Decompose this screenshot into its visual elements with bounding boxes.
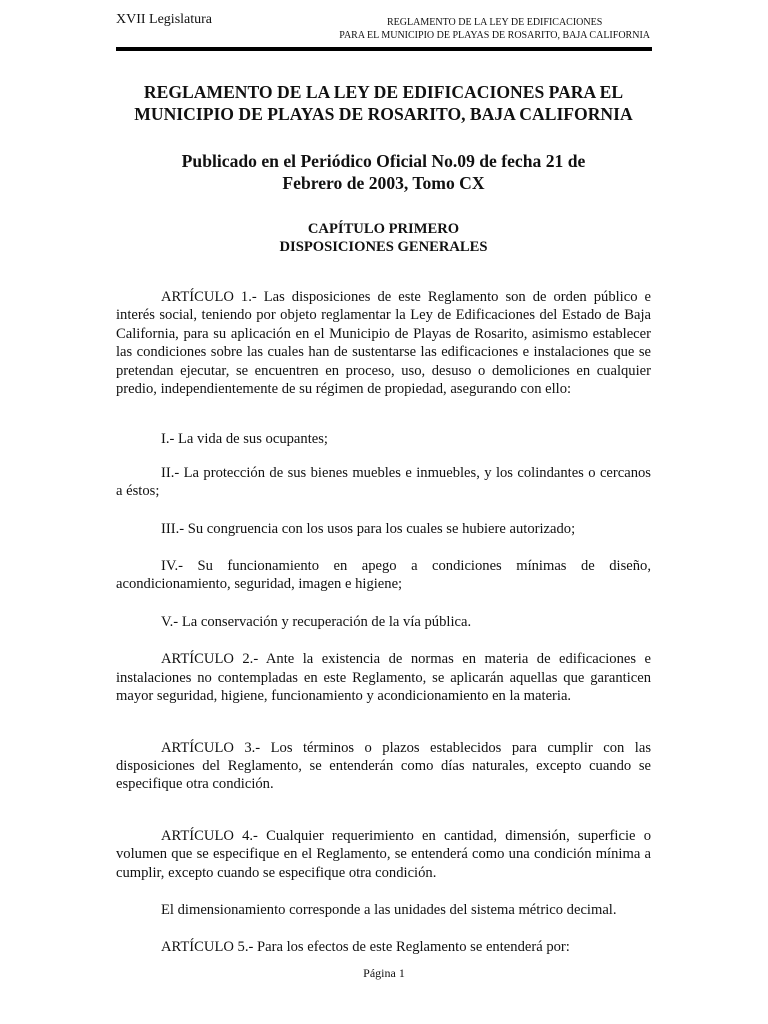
- chapter-number: CAPÍTULO PRIMERO: [307, 221, 460, 237]
- article-4-note: El dimensionamiento corresponde a las unidades del sistema métrico decimal.: [161, 901, 617, 918]
- chapter-title: DISPOSICIONES GENERALES: [279, 239, 488, 255]
- header-document-name-line1: REGLAMENTO DE LA LEY DE EDIFICACIONES: [387, 17, 603, 28]
- article-1-item-iv: IV.- Su funcionamiento en apego a condiciones mínimas de diseño, acondicionamiento, seguridad, imagen e higiene;: [116, 558, 651, 593]
- header-document-name-line2: PARA EL MUNICIPIO DE PLAYAS DE ROSARITO, BAJA CALIFORNIA: [339, 30, 650, 41]
- article-1-item-iii: III.- Su congruencia con los usos para los cuales se hubiere autorizado;: [161, 520, 576, 537]
- document-body: [116, 81, 651, 957]
- header-document-name: [339, 16, 650, 42]
- publication-note-line2: Febrero de 2003, Tomo CX: [282, 173, 485, 193]
- article-1-item-v: V.- La conservación y recuperación de la vía pública.: [161, 613, 472, 630]
- page-number: Página 1: [363, 966, 405, 980]
- article-4: ARTÍCULO 4.- Cualquier requerimiento en cantidad, dimensión, superficie o volumen que se especifique en el Reglamento, se entenderá como una condición mínima a cumplir, excepto cuando se especifique otra condición.: [116, 827, 651, 881]
- document-title-line1: REGLAMENTO DE LA LEY DE EDIFICACIONES PARA EL: [143, 82, 624, 102]
- article-3: ARTÍCULO 3.- Los términos o plazos establecidos para cumplir con las disposiciones del Reglamento, se entenderán como días naturales, excepto cuando se especifique otra condición.: [116, 739, 651, 793]
- header-rule: [116, 47, 652, 51]
- article-1-item-ii: II.- La protección de sus bienes muebles e inmuebles, y los colindantes o cercanos a éstos;: [116, 464, 651, 500]
- chapter-heading: [116, 220, 651, 256]
- document-title: [116, 81, 651, 125]
- header-legislature: XVII Legislatura: [116, 12, 213, 27]
- article-5: ARTÍCULO 5.- Para los efectos de este Reglamento se entenderá por:: [161, 939, 570, 956]
- publication-note-line1: Publicado en el Periódico Oficial No.09 de fecha 21 de: [181, 151, 586, 171]
- document-title-line2: MUNICIPIO DE PLAYAS DE ROSARITO, BAJA CALIFORNIA: [134, 104, 633, 124]
- article-1: ARTÍCULO 1.- Las disposiciones de este Reglamento son de orden público e interés social, teniendo por objeto reglamentar la Ley de Edificaciones del Estado de Baja California, para su aplicación en el Municipio de Playas de Rosarito, asimismo establecer las condiciones sobre las cuales han de sustentarse las edificaciones e instalaciones que se pretendan ejecutar, se encuentren en proceso, uso, desuso o demoliciones en cualquier predio, independientemente de su régimen de propiedad, asegurando con ello:: [116, 289, 651, 398]
- article-1-item-i: I.- La vida de sus ocupantes;: [161, 431, 328, 448]
- publication-note: [116, 150, 651, 194]
- article-2: ARTÍCULO 2.- Ante la existencia de normas en materia de edificaciones e instalaciones no contempladas en este Reglamento, se aplicarán aquellas que garanticen mayor seguridad, higiene, funcionamiento y acondicionamiento en la materia.: [116, 651, 651, 705]
